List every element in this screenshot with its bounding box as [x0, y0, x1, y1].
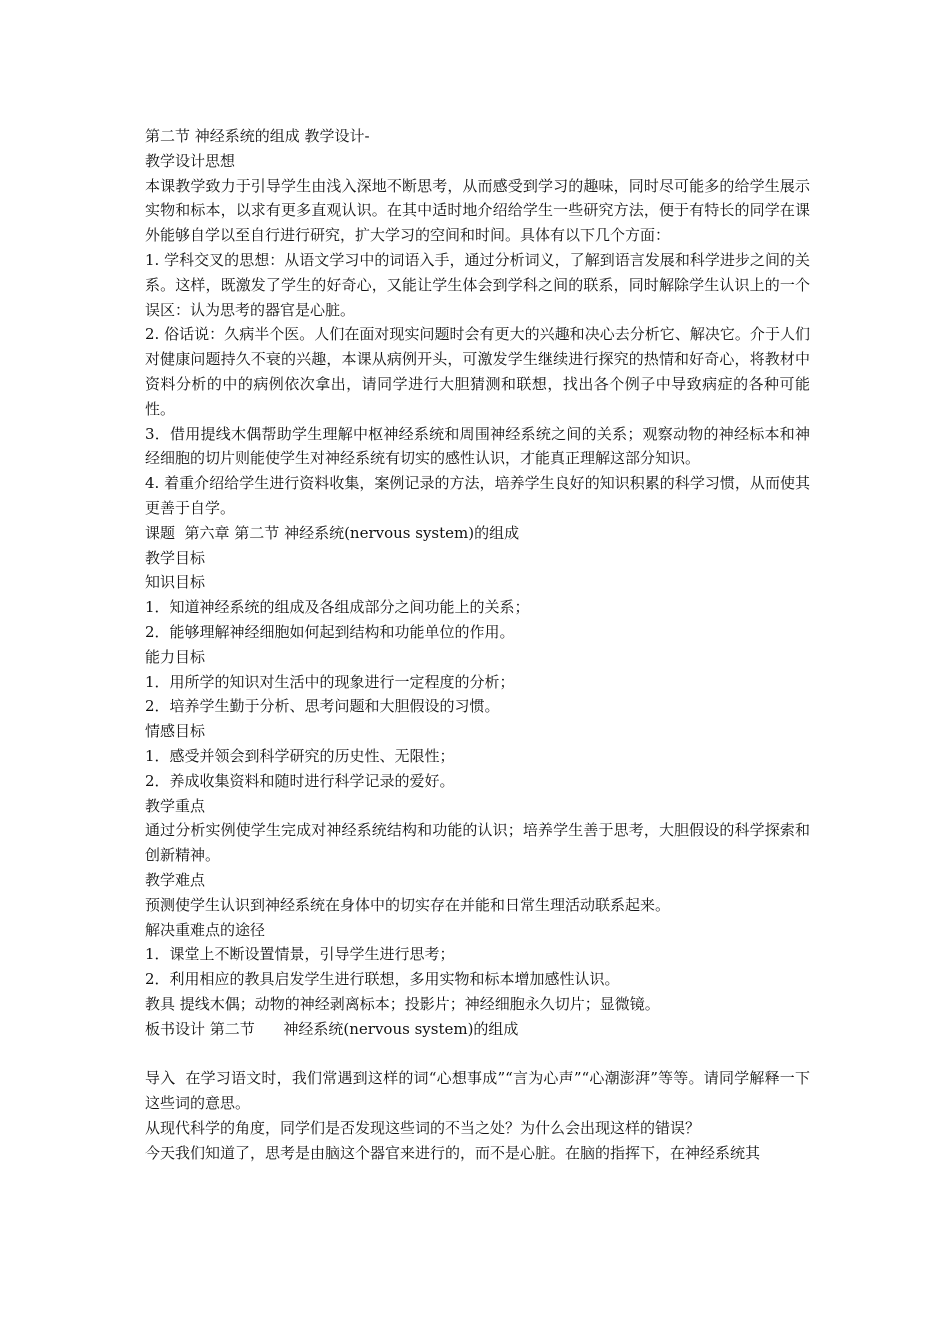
list-item: 2．能够理解神经细胞如何起到结构和功能单位的作用。: [145, 622, 515, 641]
list-item: 1．感受并领会到科学研究的历史性、无限性；: [145, 746, 455, 765]
paragraph: 板书设计 第二节 神经系统(nervous system)的组成: [145, 1019, 519, 1038]
list-item: 1．用所学的知识对生活中的现象进行一定程度的分析；: [145, 672, 515, 691]
list-item: 2．利用相应的教具启发学生进行联想，多用实物和标本增加感性认识。: [145, 970, 620, 989]
list-item: 3．借用提线木偶帮助学生理解中枢神经系统和周围神经系统之间的关系；观察动物的神经标本和神经细胞的切片则能使学生对神经系统有切实的感性认识，才能真正理解这部分知识。: [145, 424, 810, 468]
paragraph: 教具 提线木偶；动物的神经剥离标本；投影片；神经细胞永久切片；显微镜。: [145, 994, 660, 1013]
section-heading: 教学重点: [145, 796, 206, 815]
paragraph: 预测使学生认识到神经系统在身体中的切实存在并能和日常生理活动联系起来。: [145, 895, 671, 914]
blank-line: [145, 1041, 810, 1066]
section-heading: 教学难点: [145, 870, 206, 889]
paragraph: 今天我们知道了，思考是由脑这个器官来进行的，而不是心脏。在脑的指挥下，在神经系统其: [145, 1143, 761, 1162]
list-item: 2．培养学生勤于分析、思考问题和大胆假设的习惯。: [145, 697, 500, 716]
section-heading: 解决重难点的途径: [145, 920, 266, 939]
paragraph: 从现代科学的角度，同学们是否发现这些词的不当之处？为什么会出现这样的错误？: [145, 1118, 701, 1137]
document-title: 第二节 神经系统的组成 教学设计-: [145, 127, 370, 145]
paragraph: 本课教学致力于引导学生由浅入深地不断思考，从而感受到学习的趣味，同时尽可能多的给学生展示实物和标本，以求有更多直观认识。在其中适时地介绍给学生一些研究方法，便于有特长的同学在课外能够自学以至自行进行研究，扩大学习的空间和时间。具体有以下几个方面：: [145, 176, 810, 245]
list-item: 1．课堂上不断设置情景，引导学生进行思考；: [145, 945, 455, 964]
lesson-topic: 课题 第六章 第二节 神经系统(nervous system)的组成: [145, 523, 520, 542]
section-heading: 教学设计思想: [145, 151, 236, 170]
list-item: 2. 俗话说：久病半个医。人们在面对现实问题时会有更大的兴趣和决心去分析它、解决它。介于人们对健康问题持久不衰的兴趣，本课从病例开头，可激发学生继续进行探究的热情和好奇心，将教材中资料分析的中的病例依次拿出，请同学进行大胆猜测和联想，找出各个例子中导致病症的各种可能性。: [145, 325, 810, 418]
section-heading: 教学目标: [145, 548, 206, 567]
paragraph: 导入 在学习语文时，我们常遇到这样的词“心想事成”“言为心声”“心潮澎湃”等等。请同学解释一下这些词的意思。: [145, 1069, 810, 1113]
subsection-heading: 情感目标: [145, 722, 206, 741]
subsection-heading: 知识目标: [145, 573, 206, 592]
list-item: 4. 着重介绍给学生进行资料收集，案例记录的方法，培养学生良好的知识积累的科学习惯，从而使其更善于自学。: [145, 474, 810, 517]
document-body: [145, 124, 810, 1165]
paragraph: 通过分析实例使学生完成对神经系统结构和功能的认识；培养学生善于思考，大胆假设的科学探索和创新精神。: [145, 821, 810, 865]
list-item: 1. 学科交叉的思想：从语文学习中的词语入手，通过分析词义，了解到语言发展和科学进步之间的关系。这样，既激发了学生的好奇心，又能让学生体会到学科之间的联系，同时解除学生认识上的一个误区：认为思考的器官是心脏。: [145, 250, 810, 319]
list-item: 1．知道神经系统的组成及各组成部分之间功能上的关系；: [145, 598, 530, 617]
subsection-heading: 能力目标: [145, 647, 206, 666]
list-item: 2．养成收集资料和随时进行科学记录的爱好。: [145, 771, 455, 790]
